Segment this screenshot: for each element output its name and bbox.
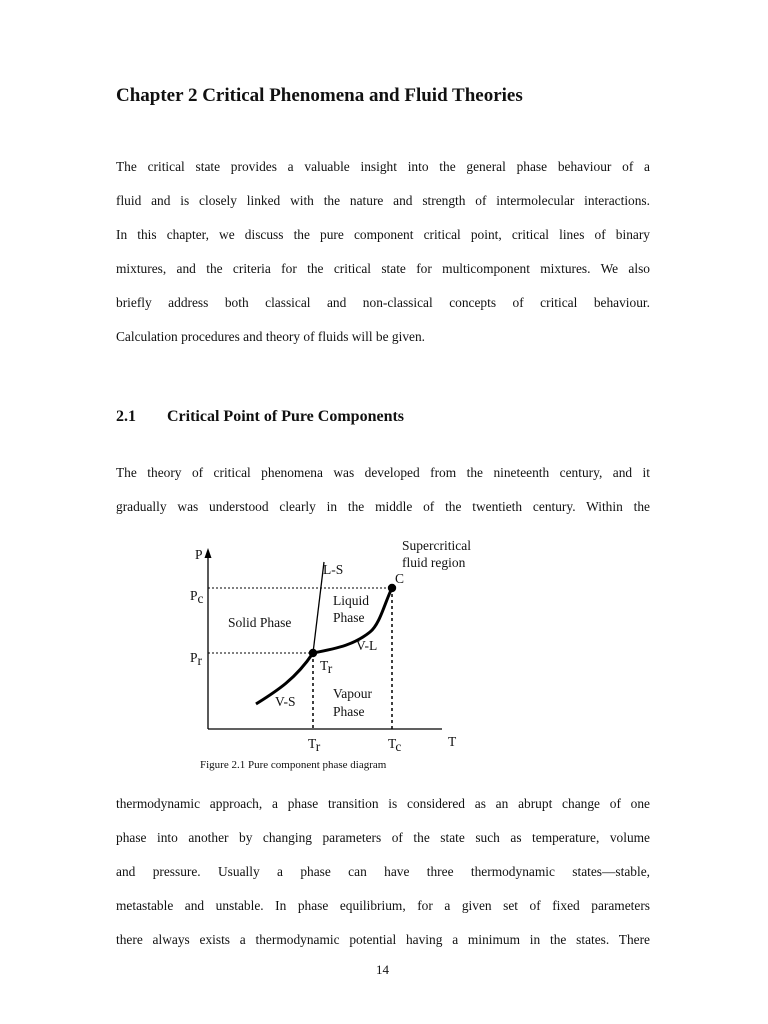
supercritical-label: Supercritical — [402, 538, 471, 553]
intro-paragraph — [116, 150, 650, 354]
liquid-phase-label: Liquid — [333, 593, 369, 608]
supercritical-label-line2: fluid region — [402, 555, 466, 570]
paragraph-line: The theory of critical phenomena was developed from the nineteenth century, and it — [116, 465, 650, 480]
y-axis-label: P — [195, 547, 203, 562]
paragraph-line: and pressure. Usually a phase can have three thermodynamic states—stable, — [116, 864, 650, 879]
chapter-title: Chapter 2 Critical Phenomena and Fluid Theories — [116, 85, 523, 106]
y-axis-arrow — [205, 548, 212, 558]
vs-curve-label: V-S — [275, 694, 296, 709]
continuation-paragraph — [116, 787, 650, 957]
solid-phase-label: Solid Phase — [228, 615, 292, 630]
phase-diagram — [180, 532, 500, 782]
paragraph-line: metastable and unstable. In phase equilibrium, for a given set of fixed parameters — [116, 898, 650, 913]
x-axis-label: T — [448, 734, 457, 749]
paragraph-line: gradually was understood clearly in the middle of the twentieth century. Within the — [116, 499, 650, 514]
figure-caption: Figure 2.1 Pure component phase diagram — [200, 759, 387, 771]
paragraph-line: phase into another by changing parameters of the state such as temperature, volume — [116, 830, 650, 845]
pr-label: Pr — [190, 650, 203, 668]
paragraph-line: thermodynamic approach, a phase transition is considered as an abrupt change of one — [116, 796, 650, 811]
paragraph-line: In this chapter, we discuss the pure component critical point, critical lines of binary — [116, 227, 650, 242]
paragraph-line: briefly address both classical and non-classical concepts of critical behaviour. — [116, 295, 650, 310]
critical-point-label: C — [395, 571, 405, 586]
paragraph-line: Calculation procedures and theory of fluids will be given. — [116, 329, 426, 344]
paragraph-line: fluid and is closely linked with the nature and strength of intermolecular interactions. — [116, 193, 650, 208]
paragraph-line: The critical state provides a valuable insight into the general phase behaviour of a — [116, 159, 650, 174]
vapour-phase-label-line2: Phase — [333, 704, 365, 719]
ls-curve-label: L-S — [323, 562, 344, 577]
triple-point-label: Tr — [320, 658, 333, 676]
section-paragraph — [116, 456, 650, 524]
page-number: 14 — [376, 962, 389, 977]
vl-curve-label: V-L — [356, 638, 378, 653]
section-title: Critical Point of Pure Components — [167, 408, 405, 425]
liquid-phase-label-line2: Phase — [333, 610, 365, 625]
phase-diagram-figure — [180, 532, 500, 782]
tc-axis-label: Tc — [388, 736, 402, 754]
paragraph-line: mixtures, and the criteria for the critical state for multicomponent mixtures. We also — [116, 261, 650, 276]
section-number: 2.1 — [116, 408, 136, 425]
paragraph-line: there always exists a thermodynamic potential having a minimum in the states. There — [116, 932, 650, 947]
vapour-phase-label: Vapour — [333, 686, 372, 701]
pc-label: Pc — [190, 588, 204, 606]
section-heading — [116, 408, 404, 426]
triple-point-marker — [309, 649, 317, 657]
tr-axis-label: Tr — [308, 736, 321, 754]
